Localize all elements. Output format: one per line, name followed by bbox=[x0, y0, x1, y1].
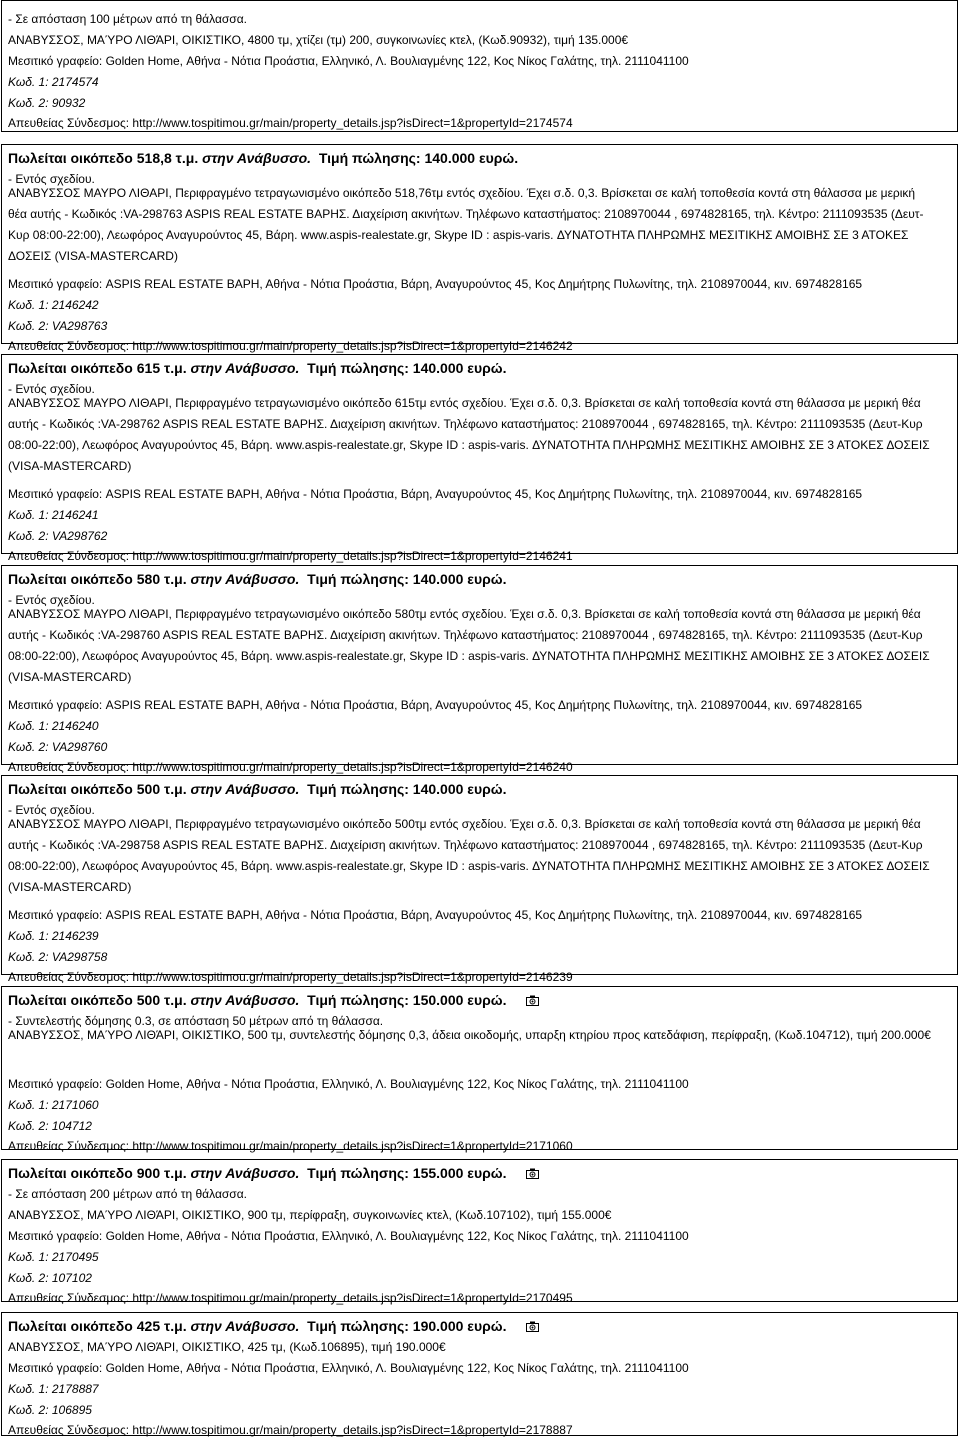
listing-code2: Κωδ. 2: VA298758 bbox=[8, 950, 108, 964]
listing-sub: - Εντός σχεδίου. bbox=[8, 803, 95, 817]
listing-title-price: Τιμή πώλησης: 155.000 ευρώ. bbox=[299, 1165, 507, 1181]
listing-sub: - Εντός σχεδίου. bbox=[8, 172, 95, 186]
listing-agency: Μεσιτικό γραφείο: ASPIS REAL ESTATE ΒΑΡΗ, Αθήνα - Νότια Προάστια, Βάρη, Αναγυρούντος 45, Κος Δημήτρης Πυλωνίτης, τηλ. 2108970044, κιν. 6974828165 bbox=[8, 277, 863, 291]
listing-agency: Μεσιτικό γραφείο: Golden Home, Αθήνα - Νότια Προάστια, Ελληνικό, Λ. Βουλιαγμένης 122, Κος Νίκος Γαλάτης, τηλ. 2111041100 bbox=[8, 1077, 689, 1091]
listing-title-location: στην Ανάβυσσο. bbox=[198, 150, 312, 166]
listing-box bbox=[1, 354, 958, 563]
listing-link[interactable]: Απευθείας Σύνδεσμος: http://www.tospitimou.gr/main/property_details.jsp?isDirect=1&propertyId=2146240 bbox=[8, 760, 573, 774]
listing-agency: Μεσιτικό γραφείο: Golden Home, Αθήνα - Νότια Προάστια, Ελληνικό, Λ. Βουλιαγμένης 122, Κος Νίκος Γαλάτης, τηλ. 2111041100 bbox=[8, 54, 689, 68]
listing-sub: - Σε απόσταση 100 μέτρων από τη θάλασσα. bbox=[8, 12, 247, 26]
listing-code2: Κωδ. 2: 90932 bbox=[8, 96, 86, 110]
listing-code2: Κωδ. 2: 104712 bbox=[8, 1119, 92, 1133]
listing-title[interactable] bbox=[8, 1165, 539, 1181]
listing-sub: - Εντός σχεδίου. bbox=[8, 382, 95, 396]
listing-title[interactable] bbox=[8, 360, 506, 376]
listing-title-price: Τιμή πώλησης: 140.000 ευρώ. bbox=[299, 571, 507, 587]
camera-icon[interactable] bbox=[526, 1168, 539, 1179]
listing-title-main: Πωλείται οικόπεδο 425 τ.μ. bbox=[8, 1318, 187, 1334]
listing-desc: ΑΝΑΒΥΣΣΟΣ ΜΑΥΡΟ ΛΙΘΑΡΙ, Περιφραγμένο τετραγωνισμένο οικόπεδο 500τμ εντός σχεδίου. Έχει σ.δ. 0,3. Βρίσκεται σε καλή τοποθεσία κοντά στη θάλασσα με μερική θέα αυτής - Κωδικός :VA-298758 ASPIS REAL ESTATE ΒΑΡΗΣ. Διαχείριση ακινήτων. Τηλέφωνο καταστήματος: 2108970044 , 6974828165, τηλ. Κέντρο: 2111093535 (Δευτ-Κυρ 08:00-22:00), Λεωφόρος Αναγυρούντος 45, Βάρη. www.aspis-realestate.gr, Skype ID : aspis-varis. ΔΥΝΑΤΟΤΗΤΑ ΠΛΗΡΩΜΗΣ ΜΕΣΙΤΙΚΗΣ ΑΜΟΙΒΗΣ ΣΕ 3 ΑΤΟΚΕΣ ΔΟΣΕΙΣ (VISA-MASTERCARD) bbox=[8, 817, 930, 894]
listing-title[interactable] bbox=[8, 992, 539, 1008]
listing-code1: Κωδ. 1: 2174574 bbox=[8, 75, 99, 89]
listing-link[interactable]: Απευθείας Σύνδεσμος: http://www.tospitimou.gr/main/property_details.jsp?isDirect=1&propertyId=2146241 bbox=[8, 549, 573, 563]
listing-code1: Κωδ. 1: 2178887 bbox=[8, 1382, 99, 1396]
listing-link[interactable]: Απευθείας Σύνδεσμος: http://www.tospitimou.gr/main/property_details.jsp?isDirect=1&propertyId=2146242 bbox=[8, 339, 573, 353]
listing-title-price: Τιμή πώλησης: 190.000 ευρώ. bbox=[299, 1318, 507, 1334]
listing-box bbox=[1, 1159, 958, 1305]
listing-title-main: Πωλείται οικόπεδο 615 τ.μ. bbox=[8, 360, 187, 376]
listing-title-price: Τιμή πώλησης: 140.000 ευρώ. bbox=[299, 360, 507, 376]
listing-title-location: στην Ανάβυσσο. bbox=[186, 781, 300, 797]
listing-code1: Κωδ. 1: 2146240 bbox=[8, 719, 99, 733]
listing-code1: Κωδ. 1: 2171060 bbox=[8, 1098, 99, 1112]
camera-icon[interactable] bbox=[526, 1321, 539, 1332]
listing-link[interactable]: Απευθείας Σύνδεσμος: http://www.tospitimou.gr/main/property_details.jsp?isDirect=1&propertyId=2171060 bbox=[8, 1139, 573, 1153]
listing-code2: Κωδ. 2: 106895 bbox=[8, 1403, 92, 1417]
listing-code1: Κωδ. 1: 2146239 bbox=[8, 929, 99, 943]
listing-desc: ΑΝΑΒΥΣΣΟΣ ΜΑΥΡΟ ΛΙΘΑΡΙ, Περιφραγμένο τετραγωνισμένο οικόπεδο 518,76τμ εντός σχεδίου. Έχει σ.δ. 0,3. Βρίσκεται σε καλή τοποθεσία κοντά στη θάλασσα με μερική θέα αυτής - Κωδικός :VA-298763 ASPIS REAL ESTATE ΒΑΡΗΣ. Διαχείριση ακινήτων. Τηλέφωνο καταστήματος: 2108970044 , 6974828165, τηλ. Κέντρο: 2111093535 (Δευτ-Κυρ 08:00-22:00), Λεωφόρος Αναγυρούντος 45, Βάρη. www.aspis-realestate.gr, Skype ID : aspis-varis. ΔΥΝΑΤΟΤΗΤΑ ΠΛΗΡΩΜΗΣ ΜΕΣΙΤΙΚΗΣ ΑΜΟΙΒΗΣ ΣΕ 3 ΑΤΟΚΕΣ ΔΟΣΕΙΣ (VISA-MASTERCARD) bbox=[8, 186, 924, 263]
listing-desc: ΑΝΑΒΥΣΣΟΣ, ΜΑΎΡΟ ΛΙΘΆΡΙ, ΟΙΚΙΣΤΙΚΟ, 425 τμ, (Κωδ.106895), τιμή 190.000€ bbox=[8, 1340, 446, 1354]
listing-code2: Κωδ. 2: VA298762 bbox=[8, 529, 108, 543]
listing-title-location: στην Ανάβυσσο. bbox=[186, 360, 300, 376]
camera-icon[interactable] bbox=[526, 995, 539, 1006]
listing-box bbox=[1, 565, 958, 774]
listing-title[interactable] bbox=[8, 1318, 539, 1334]
listing-box bbox=[1, 986, 958, 1153]
listing-title[interactable] bbox=[8, 781, 506, 797]
listing-title-main: Πωλείται οικόπεδο 580 τ.μ. bbox=[8, 571, 187, 587]
listing-box bbox=[1, 1312, 958, 1436]
listing-box bbox=[1, 144, 958, 353]
listing-title-main: Πωλείται οικόπεδο 500 τ.μ. bbox=[8, 781, 187, 797]
listing-desc: ΑΝΑΒΥΣΣΟΣ ΜΑΥΡΟ ΛΙΘΑΡΙ, Περιφραγμένο τετραγωνισμένο οικόπεδο 615τμ εντός σχεδίου. Έχει σ.δ. 0,3. Βρίσκεται σε καλή τοποθεσία κοντά στη θάλασσα με μερική θέα αυτής - Κωδικός :VA-298762 ASPIS REAL ESTATE ΒΑΡΗΣ. Διαχείριση ακινήτων. Τηλέφωνο καταστήματος: 2108970044 , 6974828165, τηλ. Κέντρο: 2111093535 (Δευτ-Κυρ 08:00-22:00), Λεωφόρος Αναγυρούντος 45, Βάρη. www.aspis-realestate.gr, Skype ID : aspis-varis. ΔΥΝΑΤΟΤΗΤΑ ΠΛΗΡΩΜΗΣ ΜΕΣΙΤΙΚΗΣ ΑΜΟΙΒΗΣ ΣΕ 3 ΑΤΟΚΕΣ ΔΟΣΕΙΣ (VISA-MASTERCARD) bbox=[8, 396, 930, 473]
listing-box bbox=[1, 775, 958, 984]
listing-title-main: Πωλείται οικόπεδο 518,8 τ.μ. bbox=[8, 150, 199, 166]
listing-title-location: στην Ανάβυσσο. bbox=[186, 1318, 300, 1334]
listing-link[interactable]: Απευθείας Σύνδεσμος: http://www.tospitimou.gr/main/property_details.jsp?isDirect=1&propertyId=2170495 bbox=[8, 1291, 573, 1305]
listing-desc: ΑΝΑΒΥΣΣΟΣ, ΜΑΎΡΟ ΛΙΘΆΡΙ, ΟΙΚΙΣΤΙΚΟ, 4800 τμ, χτίζει (τμ) 200, συγκοινωνίες κτελ, (Κωδ.90932), τιμή 135.000€ bbox=[8, 33, 629, 47]
listing-code1: Κωδ. 1: 2170495 bbox=[8, 1250, 99, 1264]
listing-title-location: στην Ανάβυσσο. bbox=[186, 992, 300, 1008]
listing-desc: ΑΝΑΒΥΣΣΟΣ ΜΑΥΡΟ ΛΙΘΑΡΙ, Περιφραγμένο τετραγωνισμένο οικόπεδο 580τμ εντός σχεδίου. Έχει σ.δ. 0,3. Βρίσκεται σε καλή τοποθεσία κοντά στη θάλασσα με μερική θέα αυτής - Κωδικός :VA-298760 ASPIS REAL ESTATE ΒΑΡΗΣ. Διαχείριση ακινήτων. Τηλέφωνο καταστήματος: 2108970044 , 6974828165, τηλ. Κέντρο: 2111093535 (Δευτ-Κυρ 08:00-22:00), Λεωφόρος Αναγυρούντος 45, Βάρη. www.aspis-realestate.gr, Skype ID : aspis-varis. ΔΥΝΑΤΟΤΗΤΑ ΠΛΗΡΩΜΗΣ ΜΕΣΙΤΙΚΗΣ ΑΜΟΙΒΗΣ ΣΕ 3 ΑΤΟΚΕΣ ΔΟΣΕΙΣ (VISA-MASTERCARD) bbox=[8, 607, 930, 684]
listing-agency: Μεσιτικό γραφείο: ASPIS REAL ESTATE ΒΑΡΗ, Αθήνα - Νότια Προάστια, Βάρη, Αναγυρούντος 45, Κος Δημήτρης Πυλωνίτης, τηλ. 2108970044, κιν. 6974828165 bbox=[8, 487, 863, 501]
listing-code2: Κωδ. 2: VA298763 bbox=[8, 319, 108, 333]
listing-title-main: Πωλείται οικόπεδο 900 τ.μ. bbox=[8, 1165, 187, 1181]
listing-sub: - Συντελεστής δόμησης 0.3, σε απόσταση 50 μέτρων από τη θάλασσα. bbox=[8, 1014, 384, 1028]
listing-title-price: Τιμή πώλησης: 140.000 ευρώ. bbox=[311, 150, 519, 166]
listing-link[interactable]: Απευθείας Σύνδεσμος: http://www.tospitimou.gr/main/property_details.jsp?isDirect=1&propertyId=2174574 bbox=[8, 116, 573, 130]
listing-code1: Κωδ. 1: 2146242 bbox=[8, 298, 99, 312]
listing-title[interactable] bbox=[8, 571, 506, 587]
listing-title-location: στην Ανάβυσσο. bbox=[186, 1165, 300, 1181]
listing-code2: Κωδ. 2: VA298760 bbox=[8, 740, 108, 754]
listing-code1: Κωδ. 1: 2146241 bbox=[8, 508, 99, 522]
listing-title-location: στην Ανάβυσσο. bbox=[186, 571, 300, 587]
listing-title[interactable] bbox=[8, 150, 518, 166]
listing-desc: ΑΝΑΒΥΣΣΟΣ, ΜΑΎΡΟ ΛΙΘΆΡΙ, ΟΙΚΙΣΤΙΚΟ, 900 τμ, περίφραξη, συγκοινωνίες κτελ, (Κωδ.107102), τιμή 155.000€ bbox=[8, 1208, 612, 1222]
listing-sub: - Εντός σχεδίου. bbox=[8, 593, 95, 607]
listing-agency: Μεσιτικό γραφείο: ASPIS REAL ESTATE ΒΑΡΗ, Αθήνα - Νότια Προάστια, Βάρη, Αναγυρούντος 45, Κος Δημήτρης Πυλωνίτης, τηλ. 2108970044, κιν. 6974828165 bbox=[8, 698, 863, 712]
listing-agency: Μεσιτικό γραφείο: ASPIS REAL ESTATE ΒΑΡΗ, Αθήνα - Νότια Προάστια, Βάρη, Αναγυρούντος 45, Κος Δημήτρης Πυλωνίτης, τηλ. 2108970044, κιν. 6974828165 bbox=[8, 908, 863, 922]
listing-box-top bbox=[1, 0, 958, 132]
listing-link[interactable]: Απευθείας Σύνδεσμος: http://www.tospitimou.gr/main/property_details.jsp?isDirect=1&propertyId=2146239 bbox=[8, 970, 573, 984]
listing-title-price: Τιμή πώλησης: 150.000 ευρώ. bbox=[299, 992, 507, 1008]
listing-agency: Μεσιτικό γραφείο: Golden Home, Αθήνα - Νότια Προάστια, Ελληνικό, Λ. Βουλιαγμένης 122, Κος Νίκος Γαλάτης, τηλ. 2111041100 bbox=[8, 1229, 689, 1243]
listing-desc: ΑΝΑΒΥΣΣΟΣ, ΜΑΎΡΟ ΛΙΘΆΡΙ, ΟΙΚΙΣΤΙΚΟ, 500 τμ, συντελεστής δόμησης 0,3, άδεια οικοδομής, υπαρξη κτηρίου προς κατεδάφιση, περίφραξη, (Κωδ.104712), τιμή 200.000€ bbox=[8, 1028, 931, 1042]
listing-code2: Κωδ. 2: 107102 bbox=[8, 1271, 92, 1285]
listing-sub: - Σε απόσταση 200 μέτρων από τη θάλασσα. bbox=[8, 1187, 247, 1201]
listing-link[interactable]: Απευθείας Σύνδεσμος: http://www.tospitimou.gr/main/property_details.jsp?isDirect=1&propertyId=2178887 bbox=[8, 1423, 573, 1437]
listing-title-price: Τιμή πώλησης: 140.000 ευρώ. bbox=[299, 781, 507, 797]
listing-title-main: Πωλείται οικόπεδο 500 τ.μ. bbox=[8, 992, 187, 1008]
listing-agency: Μεσιτικό γραφείο: Golden Home, Αθήνα - Νότια Προάστια, Ελληνικό, Λ. Βουλιαγμένης 122, Κος Νίκος Γαλάτης, τηλ. 2111041100 bbox=[8, 1361, 689, 1375]
